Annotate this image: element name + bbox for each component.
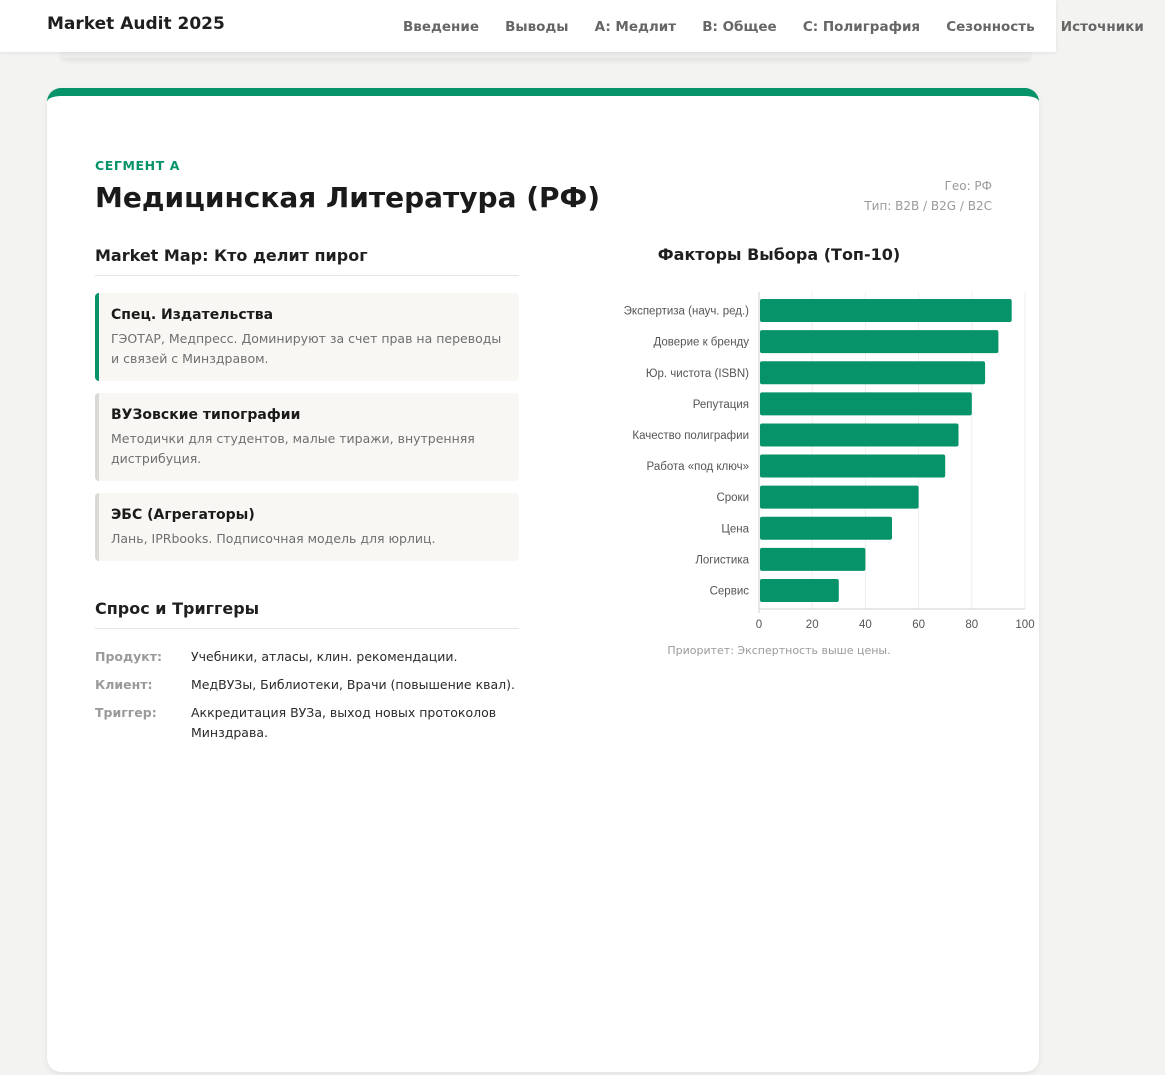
nav-item-sources[interactable]: Источники (1060, 19, 1144, 35)
nav-item-conclusions[interactable]: Выводы (505, 19, 569, 35)
segment-label: СЕГМЕНТ А (95, 158, 181, 173)
market-map-item-title: ВУЗовские типографии (111, 407, 301, 423)
segment-title: Медицинская Литература (РФ) (95, 181, 601, 214)
chart-title: Факторы Выбора (Топ-10) (657, 245, 901, 264)
bar (760, 579, 839, 602)
segment-meta (864, 176, 992, 216)
demand-row-key: Триггер: (95, 705, 157, 720)
factors-bar-chart (559, 292, 1035, 640)
demand-row-value: Аккредитация ВУЗа, выход новых протоколов Минздрава. (191, 705, 497, 740)
tick-label: 40 (859, 619, 872, 631)
market-map-item (95, 293, 519, 381)
market-map-item-desc: Лань, IPRbooks. Подписочная модель для юрлиц. (111, 531, 436, 546)
tick-label: 60 (912, 619, 925, 631)
bar (760, 392, 972, 415)
tick-label: 100 (1015, 619, 1035, 631)
market-map-item-desc: ГЭОТАР, Медпресс. Доминируют за счет прав на переводы и связей с Минздравом. (111, 331, 502, 366)
geo-label: Гео: РФ (944, 179, 992, 193)
category-label: Доверие к бренду (653, 336, 749, 349)
bar (760, 330, 998, 353)
tick-label: 80 (965, 619, 979, 631)
bar (760, 486, 919, 509)
bar (760, 548, 865, 571)
tick-label: 0 (755, 619, 763, 631)
top-navbar (0, 0, 1144, 52)
bar (760, 423, 959, 446)
category-label: Логистика (695, 554, 749, 567)
nav-item-intro[interactable]: Введение (403, 19, 479, 35)
category-label: Цена (721, 523, 749, 536)
market-map-item (95, 393, 519, 481)
bar (760, 361, 985, 384)
bar (760, 517, 892, 540)
demand-row (95, 675, 519, 695)
nav-item-general[interactable]: B: Общее (702, 19, 777, 35)
demand-row-key: Клиент: (95, 677, 153, 692)
demand-row (95, 647, 519, 667)
type-label: Тип: B2B / B2G / B2C (864, 199, 992, 213)
category-label: Экспертиза (науч. ред.) (623, 305, 749, 318)
category-label: Репутация (692, 398, 749, 411)
demand-heading: Спрос и Триггеры (95, 599, 519, 629)
chart-note: Приоритет: Экспертность выше цены. (667, 644, 891, 657)
main-nav (403, 16, 1144, 35)
segment-card (47, 88, 1039, 1072)
category-label: Юр. чистота (ISBN) (645, 367, 749, 380)
demand-row-value: Учебники, атласы, клин. рекомендации. (191, 649, 458, 664)
market-map-item (95, 493, 519, 561)
category-label: Сервис (709, 585, 749, 598)
app-title[interactable]: Market Audit 2025 (47, 14, 225, 34)
tick-label: 20 (805, 619, 819, 631)
category-label: Сроки (716, 492, 749, 505)
category-label: Качество полиграфии (632, 429, 749, 442)
nav-item-printing[interactable]: C: Полиграфия (802, 19, 921, 35)
bar (760, 299, 1012, 322)
demand-row-value: МедВУЗы, Библиотеки, Врачи (повышение квал). (191, 677, 515, 692)
demand-row (95, 703, 519, 743)
category-label: Работа «под ключ» (646, 461, 749, 474)
nav-item-medlit[interactable]: A: Медлит (594, 19, 677, 35)
market-map-item-title: ЭБС (Агрегаторы) (111, 507, 255, 523)
bar (760, 455, 945, 478)
demand-row-key: Продукт: (95, 649, 162, 664)
previous-card-edge (60, 52, 1032, 58)
market-map-item-title: Спец. Издательства (111, 307, 274, 323)
market-map-heading: Market Map: Кто делит пирог (95, 246, 519, 276)
market-map-item-desc: Методички для студентов, малые тиражи, внутренняя дистрибуция. (111, 431, 475, 466)
nav-item-seasonality[interactable]: Сезонность (946, 19, 1035, 35)
